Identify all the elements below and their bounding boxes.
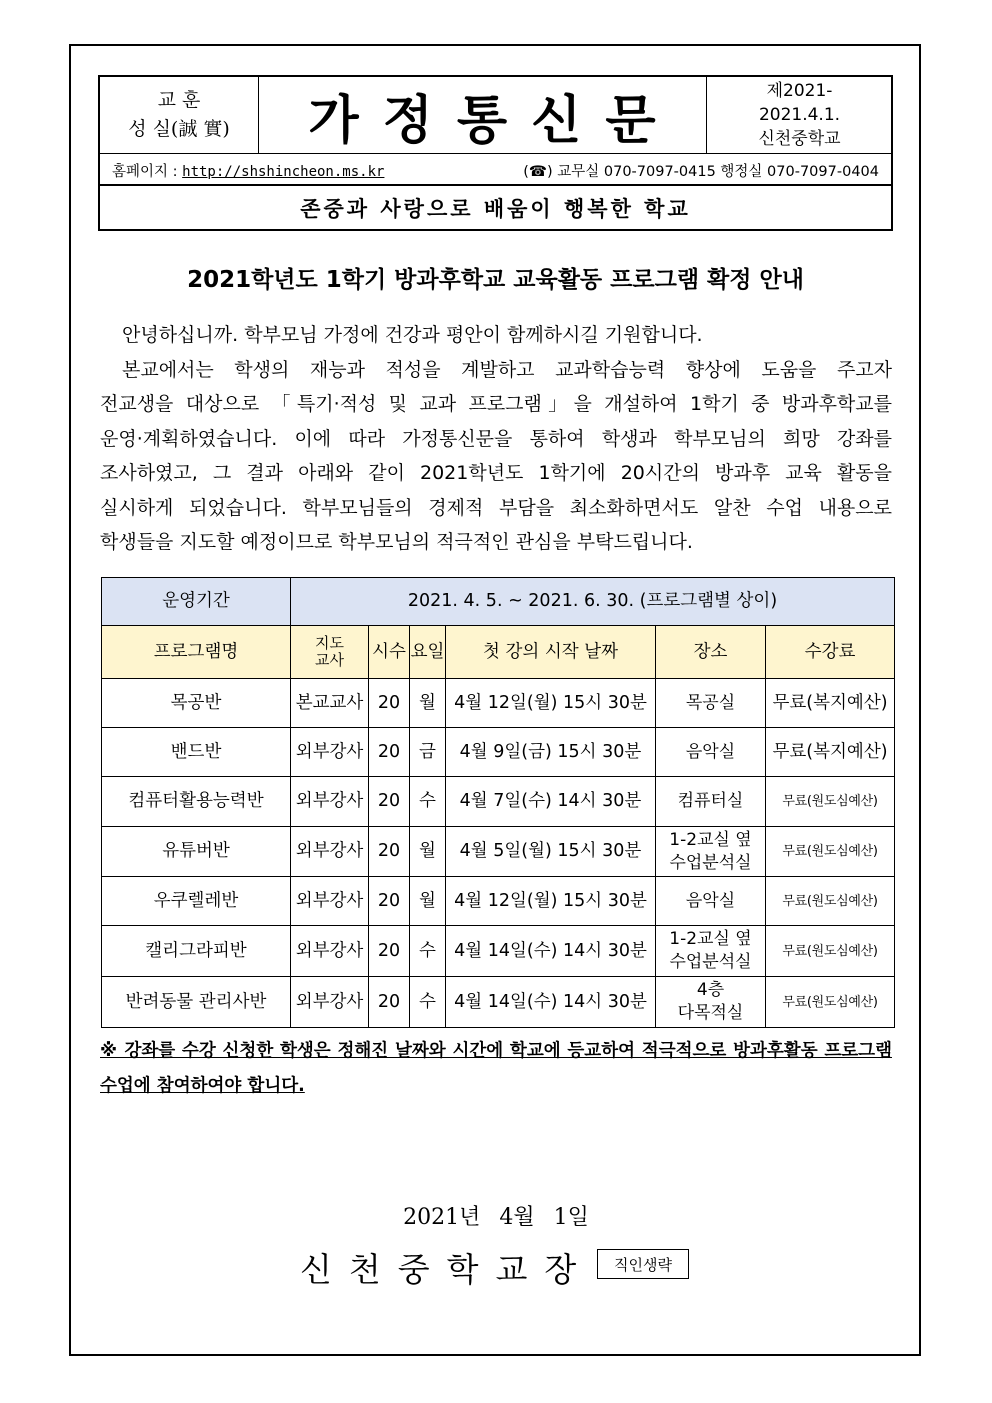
greeting-paragraph: 안녕하십니까. 학부모님 가정에 건강과 평안이 함께하시길 기원합니다. (122, 324, 703, 346)
document-title: 2021학년도 1학기 방과후학교 교육활동 프로그램 확정 안내 (187, 267, 804, 293)
notice-text: ※ 강좌를 수강 신청한 학생은 정해진 날짜와 시간에 학교에 등교하여 적극적으로 방과후활동 프로그램 수업에 참여하여야 합니다. (100, 1041, 892, 1096)
program-name-cell: 밴드반 (102, 728, 291, 777)
day-cell: 월 (410, 827, 446, 877)
header-start: 첫 강의 시작 날짜 (446, 626, 656, 679)
period-label: 운영기간 (102, 578, 291, 626)
place-line: 컴퓨터실 (677, 791, 744, 811)
hours-cell: 20 (369, 777, 410, 827)
teacher-cell: 외부강사 (291, 827, 369, 877)
day-cell: 수 (410, 926, 446, 977)
place-cell (656, 926, 766, 977)
teacher-cell: 본교교사 (291, 679, 369, 728)
day-cell: 월 (410, 877, 446, 926)
issue-date: 2021.4.1. (758, 105, 841, 125)
place-line: 수업분석실 (669, 952, 752, 972)
header-teacher (291, 626, 369, 679)
place-cell (656, 877, 766, 926)
teacher-cell: 외부강사 (291, 977, 369, 1028)
day-cell: 금 (410, 728, 446, 777)
start-cell: 4월 12일(월) 15시 30분 (446, 877, 656, 926)
issue-date-footer: 2021년 4월 1일 (403, 1205, 589, 1230)
page-title: 가정통신문 (308, 90, 680, 151)
seal-omitted-box: 직인생략 (597, 1249, 689, 1279)
hours-cell: 20 (369, 926, 410, 977)
teacher-cell: 외부강사 (291, 926, 369, 977)
body-line: 조사하였고, 그 결과 아래와 같이 2021학년도 1학기에 20시간의 방과후 교육 활동을 (100, 462, 892, 484)
header-teacher-line1: 지도 (315, 634, 344, 652)
table-row (102, 679, 895, 728)
fee-cell: 무료(원도심예산) (766, 877, 895, 926)
day-cell: 수 (410, 977, 446, 1028)
place-cell (656, 728, 766, 777)
hours-cell: 20 (369, 977, 410, 1028)
body-line: 실시하게 되었습니다. 학부모님들의 경제적 부담을 최소화하면서도 알찬 수업 내용으로 (100, 496, 892, 519)
teacher-cell: 외부강사 (291, 877, 369, 926)
table-row (102, 827, 895, 877)
program-name-cell: 유튜버반 (102, 827, 291, 877)
body-line: 본교에서는 학생의 재능과 적성을 계발하고 교과학습능력 향상에 도움을 주고자 (122, 358, 892, 381)
header-top-row (100, 77, 891, 154)
school-name: 신천중학교 (758, 129, 841, 149)
day-cell: 수 (410, 777, 446, 827)
fee-cell: 무료(원도심예산) (766, 827, 895, 877)
body-text (100, 318, 892, 560)
teacher-cell: 외부강사 (291, 777, 369, 827)
place-line: 음악실 (685, 741, 736, 762)
place-cell (656, 679, 766, 728)
program-name-cell: 목공반 (102, 679, 291, 728)
header-fee: 수강료 (766, 626, 895, 679)
fee-cell: 무료(복지예산) (766, 679, 895, 728)
fee-cell: 무료(복지예산) (766, 728, 895, 777)
start-cell: 4월 5일(월) 15시 30분 (446, 827, 656, 877)
place-cell (656, 977, 766, 1028)
homepage (112, 160, 384, 181)
header-hours: 시수 (369, 626, 410, 679)
phone-contact: (☎) 교무실 070-7097-0415 행정실 070-7097-0404 (523, 164, 879, 180)
table-header-row (102, 626, 895, 679)
program-name-cell: 우쿠렐레반 (102, 877, 291, 926)
body-line: 전교생을 대상으로 「특기·적성 및 교과 프로그램」을 개설하여 1학기 중 방과후학교를 (100, 393, 892, 415)
start-cell: 4월 14일(수) 14시 30분 (446, 926, 656, 977)
place-line: 4층 (696, 980, 725, 1000)
fee-cell: 무료(원도심예산) (766, 926, 895, 977)
place-line: 다목적실 (677, 1003, 744, 1023)
place-cell (656, 827, 766, 877)
hours-cell: 20 (369, 679, 410, 728)
header-day: 요일 (410, 626, 446, 679)
header-teacher-line2: 교사 (315, 651, 344, 669)
school-motto (100, 77, 259, 153)
hours-cell: 20 (369, 728, 410, 777)
start-cell: 4월 9일(금) 15시 30분 (446, 728, 656, 777)
table-row (102, 728, 895, 777)
start-cell: 4월 12일(월) 15시 30분 (446, 679, 656, 728)
school-slogan: 존중과 사랑으로 배움이 행복한 학교 (300, 196, 691, 221)
issue-number: 제2021- (766, 81, 833, 101)
place-cell (656, 777, 766, 827)
contact-row (100, 154, 891, 186)
place-line: 1-2교실 옆 (669, 829, 752, 850)
body-line: 운영·계획하였습니다. 이에 따라 가정통신문을 통하여 학생과 학부모님의 희망 강좌를 (100, 427, 892, 450)
program-name-cell: 컴퓨터활용능력반 (102, 777, 291, 827)
period-row (102, 578, 895, 626)
table-row (102, 877, 895, 926)
program-name-cell: 캘리그라피반 (102, 926, 291, 977)
motto-label: 교 훈 (157, 89, 201, 111)
start-cell: 4월 7일(수) 14시 30분 (446, 777, 656, 827)
header-place: 장소 (656, 626, 766, 679)
hours-cell: 20 (369, 877, 410, 926)
place-line: 1-2교실 옆 (669, 929, 752, 949)
period-value: 2021. 4. 5. ~ 2021. 6. 30. (프로그램별 상이) (291, 578, 895, 626)
hours-cell: 20 (369, 827, 410, 877)
place-line: 음악실 (685, 890, 736, 911)
newsletter-header (98, 75, 893, 231)
program-name-cell: 반려동물 관리사반 (102, 977, 291, 1028)
header-program-name: 프로그램명 (102, 626, 291, 679)
start-cell: 4월 14일(수) 14시 30분 (446, 977, 656, 1028)
teacher-cell: 외부강사 (291, 728, 369, 777)
place-line: 목공실 (685, 692, 736, 713)
body-line: 학생들을 지도할 예정이므로 학부모님의 적극적인 관심을 부탁드립니다. (100, 531, 693, 553)
motto-text: 성 실(誠 實) (128, 118, 230, 140)
issue-info (706, 77, 892, 153)
program-table (101, 577, 895, 1028)
day-cell: 월 (410, 679, 446, 728)
place-line: 수업분석실 (669, 852, 752, 873)
table-row (102, 977, 895, 1028)
fee-cell: 무료(원도심예산) (766, 777, 895, 827)
table-row (102, 926, 895, 977)
table-row (102, 777, 895, 827)
homepage-label: 홈페이지 : (112, 164, 178, 180)
fee-cell: 무료(원도심예산) (766, 977, 895, 1028)
homepage-link[interactable]: http://shshincheon.ms.kr (182, 164, 385, 180)
principal-signature: 신천중학교장 (300, 1250, 594, 1289)
